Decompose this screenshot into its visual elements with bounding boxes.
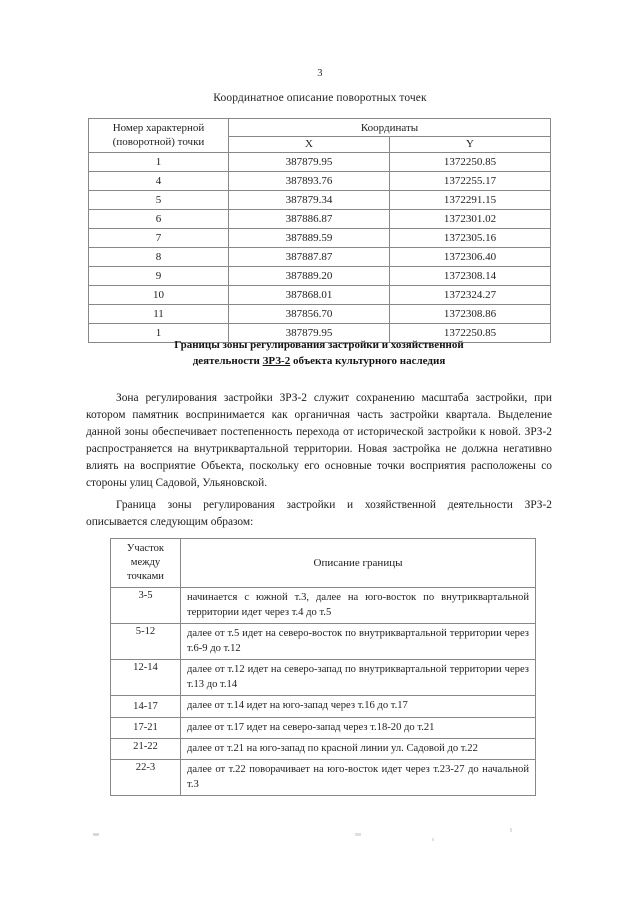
table-row: [111, 696, 536, 717]
segment-label-line2: между: [130, 556, 161, 568]
table-row: [89, 153, 551, 172]
cell-x: 387856.70: [229, 305, 390, 324]
cell-segment: 3-5: [111, 588, 181, 624]
cell-description: далее от т.5 идет на северо-восток по внутриквартальной территории через т.6-9 до т.12: [181, 624, 536, 660]
cell-x: 387879.95: [229, 324, 390, 343]
cell-segment: 14-17: [111, 696, 181, 717]
cell-y: 1372306.40: [390, 248, 551, 267]
point-number-label-line1: Номер характерной: [112, 122, 205, 134]
column-header-x: X: [229, 137, 390, 153]
cell-x: 387879.34: [229, 191, 390, 210]
scan-artifact-mark: [93, 833, 99, 836]
segment-label-line1: Участок: [126, 543, 165, 554]
page-number: 3: [317, 68, 323, 79]
cell-description: начинается с южной т.3, далее на юго-восток по внутриквартальной территории идет через т.4 до т.5: [181, 588, 536, 624]
cell-point-number: 6: [89, 210, 229, 229]
scan-artifact-dot: [432, 838, 434, 841]
cell-segment: 22-3: [111, 759, 181, 795]
cell-x: 387889.20: [229, 267, 390, 286]
cell-description: далее от т.14 идет на юго-запад через т.16 до т.17: [181, 696, 536, 717]
cell-segment: 17-21: [111, 717, 181, 738]
cell-segment: 21-22: [111, 738, 181, 759]
cell-description: далее от т.21 на юго-запад по красной линии ул. Садовой до т.22: [181, 738, 536, 759]
table-row: [111, 660, 536, 696]
zone-code-underlined: ЗРЗ-2: [262, 355, 291, 368]
scan-artifact-mark: [355, 833, 361, 836]
cell-point-number: 10: [89, 286, 229, 305]
cell-x: 387879.95: [229, 153, 390, 172]
cell-point-number: 1: [89, 324, 229, 343]
cell-y: 1372301.02: [390, 210, 551, 229]
table-row: [89, 286, 551, 305]
column-header-y: Y: [390, 137, 551, 153]
cell-y: 1372250.85: [390, 324, 551, 343]
cell-y: 1372291.15: [390, 191, 551, 210]
scan-artifact-dot: [510, 828, 512, 832]
table-row: [111, 738, 536, 759]
table-header-row: [111, 539, 536, 588]
paragraph-text: Зона регулирования застройки ЗРЗ-2 служит сохранению масштаба застройки, при котором памятник воспринимается как органичная часть застройки квартала. Выделение данной зоны обеспечивает постепенность перехода от исторической застройки к новой. ЗРЗ-2 распространяется на внутриквартальной территории. Новая застройка не должна негативно влиять на восприятие Объекта, поскольку его основные точки восприятия расположены со стороны улиц Садовой, Ульяновской.: [86, 392, 552, 489]
border-description-table-container: [110, 538, 536, 796]
table-row: [89, 191, 551, 210]
paragraph-border-intro: [86, 497, 552, 531]
cell-point-number: 4: [89, 172, 229, 191]
table-row: [111, 717, 536, 738]
column-header-description: Описание границы: [181, 539, 536, 588]
paragraph-text: Граница зоны регулирования застройки и хозяйственной деятельности ЗРЗ-2 описывается следующим образом:: [86, 499, 552, 528]
cell-segment: 12-14: [111, 660, 181, 696]
cell-description: далее от т.12 идет на северо-запад по внутриквартальной территории через т.13 до т.14: [181, 660, 536, 696]
zone-heading-line2-before: деятельности: [192, 355, 263, 368]
cell-x: 387893.76: [229, 172, 390, 191]
cell-point-number: 9: [89, 267, 229, 286]
cell-y: 1372305.16: [390, 229, 551, 248]
point-number-label-line2: (поворотной) точки: [112, 136, 205, 149]
cell-x: 387887.87: [229, 248, 390, 267]
cell-point-number: 11: [89, 305, 229, 324]
table-row: [111, 624, 536, 660]
cell-point-number: 1: [89, 153, 229, 172]
cell-y: 1372308.86: [390, 305, 551, 324]
cell-x: 387886.87: [229, 210, 390, 229]
table-row: [89, 305, 551, 324]
table-row: [111, 759, 536, 795]
table-row: [89, 267, 551, 286]
cell-point-number: 8: [89, 248, 229, 267]
column-header-coordinates: Координаты: [229, 119, 551, 137]
cell-point-number: 5: [89, 191, 229, 210]
column-header-segment: [111, 539, 181, 588]
coordinates-table: [88, 118, 551, 343]
cell-description: далее от т.17 идет на северо-запад через т.18-20 до т.21: [181, 717, 536, 738]
cell-y: 1372255.17: [390, 172, 551, 191]
cell-x: 387868.01: [229, 286, 390, 305]
zone-heading-line2: [88, 353, 550, 369]
cell-y: 1372308.14: [390, 267, 551, 286]
zone-heading-line1: Границы зоны регулирования застройки и хозяйственной: [174, 339, 464, 351]
cell-description: далее от т.22 поворачивает на юго-восток идет через т.23-27 до начальной т.3: [181, 759, 536, 795]
table-row: [89, 210, 551, 229]
paragraph-zone-description: [86, 390, 552, 492]
table-row: [89, 172, 551, 191]
table-row: [89, 248, 551, 267]
zone-heading-line2-after: объекта культурного наследия: [290, 355, 446, 368]
column-header-point-number: [89, 119, 229, 153]
zone-heading: [88, 337, 550, 369]
table-row: [89, 229, 551, 248]
cell-y: 1372250.85: [390, 153, 551, 172]
border-description-table: [110, 538, 536, 796]
table-header-row: [89, 119, 551, 137]
cell-x: 387889.59: [229, 229, 390, 248]
segment-label-line3: точками: [127, 570, 164, 582]
page-title: Координатное описание поворотных точек: [213, 92, 427, 104]
coordinates-table-container: [88, 118, 551, 343]
table-row: [111, 588, 536, 624]
cell-y: 1372324.27: [390, 286, 551, 305]
cell-point-number: 7: [89, 229, 229, 248]
cell-segment: 5-12: [111, 624, 181, 660]
